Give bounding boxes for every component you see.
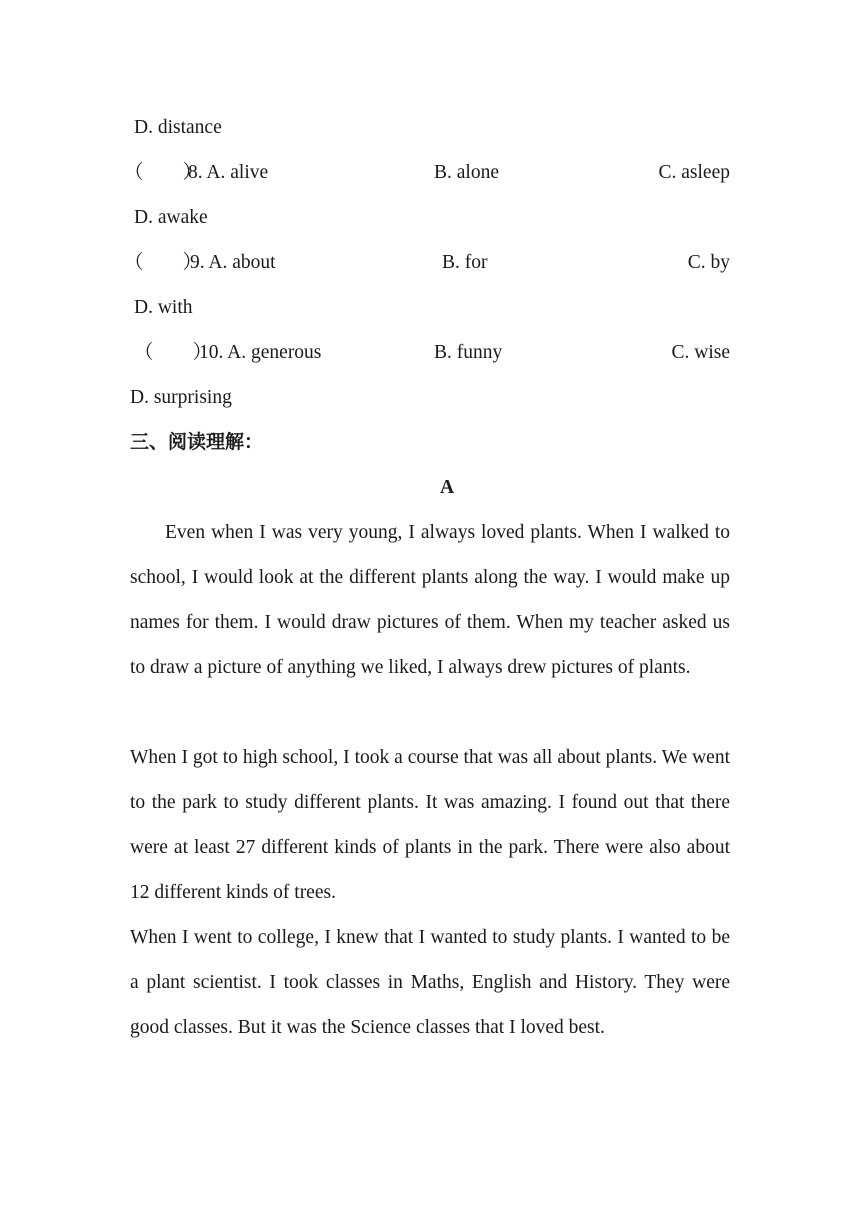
q9-option-d: D. with (134, 297, 193, 318)
q10-option-c: C. wise (671, 342, 730, 363)
q8-options-row (124, 150, 730, 195)
q8-answer-blank[interactable]: （ ） (124, 162, 203, 183)
q8-option-c: C. asleep (658, 162, 730, 183)
q10-option-d: D. surprising (130, 387, 232, 408)
passage-title: A (439, 477, 455, 498)
q10-options-row (134, 330, 730, 375)
q8-option-d: D. awake (134, 207, 208, 228)
q9-option-c: C. by (687, 252, 730, 273)
q10-answer-blank[interactable]: （ ） (134, 342, 213, 363)
q7-option-d: D. distance (134, 117, 222, 138)
passage-paragraph-2: When I got to high school, I took a course that was all about plants. We went to the park to study different plants. It was amazing. I found out that there were at least 27 different kinds of plants in the park. There were also about 12 different kinds of trees. (130, 747, 730, 903)
q9-option-a: 9. A. about (190, 252, 276, 273)
q9-option-b: B. for (442, 252, 488, 273)
passage-paragraph-1: Even when I was very young, I always loved plants. When I walked to school, I would look at the different plants along the way. I would make up names for them. I would draw pictures of them. When my teacher asked us to draw a picture of anything we liked, I always drew pictures of plants. (130, 522, 730, 678)
q9-options-row (124, 240, 730, 285)
q10-option-b: B. funny (434, 342, 503, 363)
q8-option-a: 8. A. alive (188, 162, 269, 183)
q9-answer-blank[interactable]: （ ） (124, 252, 203, 273)
q8-option-b: B. alone (434, 162, 499, 183)
passage-paragraph-3: When I went to college, I knew that I wanted to study plants. I wanted to be a plant scientist. I took classes in Maths, English and History. They were good classes. But it was the Science classes that I loved best. (130, 927, 730, 1038)
q10-option-a: 10. A. generous (199, 342, 322, 363)
section-heading: 三、阅读理解： (130, 431, 264, 453)
